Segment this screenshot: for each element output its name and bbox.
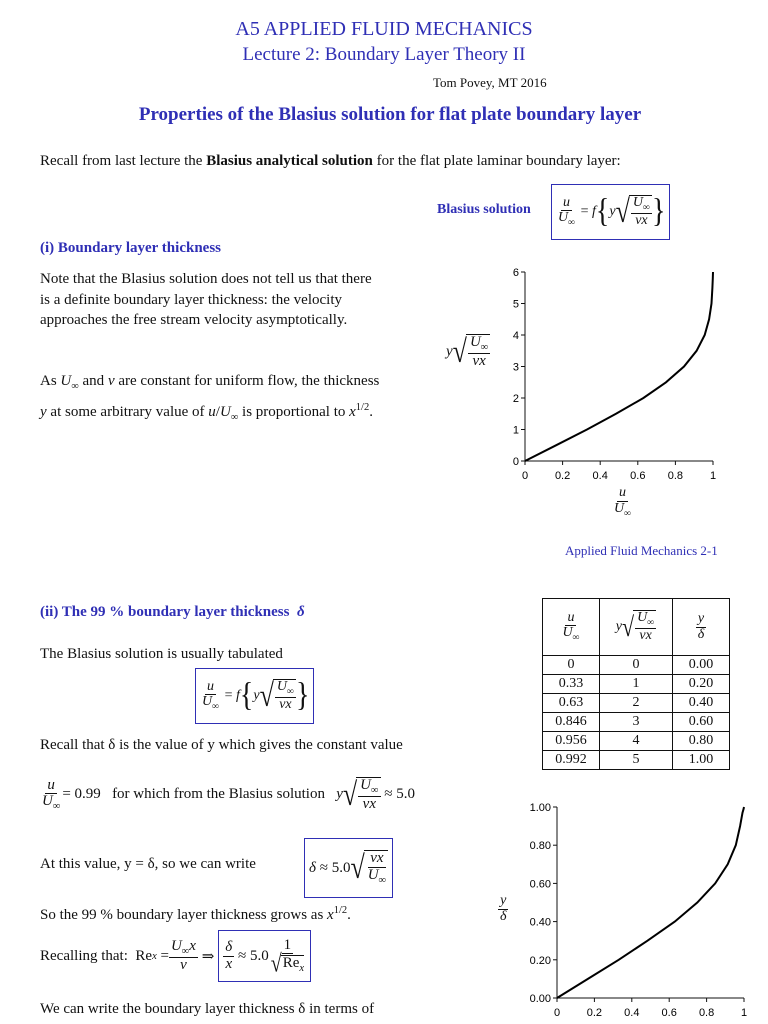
tabulated-equation: $\frac{u}{U_\infty}$ = f { y √ $\frac{U_\infty}{\nu x}$ } (195, 668, 314, 724)
y-tick-label: 5 (512, 298, 519, 311)
y-tick-label: 0.80 (529, 840, 551, 853)
table-row (543, 656, 730, 675)
slide1-footer: Applied Fluid Mechanics 2-1 (565, 543, 718, 558)
section-ii-heading: (ii) The 99 % boundary layer thickness δ (40, 604, 305, 620)
table-cell: 1.00 (673, 751, 730, 770)
para-1: Note that the Blasius solution does not tell us that there is a definite boundary layer thickness: the velocity approaches the free stream velocity asymptotically. (40, 271, 372, 328)
recall-delta: Recall that δ is the value of y which gives the constant value (40, 737, 403, 753)
y-tick-label: 0.20 (529, 954, 551, 967)
section-i-heading: (i) Boundary layer thickness (40, 240, 221, 256)
y-tick-label: 2 (512, 393, 519, 405)
table-cell: 0.33 (543, 675, 600, 694)
x-tick-label: 1 (709, 470, 717, 482)
x-tick-label: 0.2 (554, 470, 571, 482)
table-row (543, 713, 730, 732)
series-line (525, 272, 713, 461)
blasius-table: $\frac{u}{U_\infty}$ y √ $\frac{U_\infty}{\nu x}$ $\frac{y}{\delta}$ 0 0 0.00 0.33 1 0.20 0.63 2 0.40 0.846 3 0.60 0.956 4 0.80 0.992 5 1.00 (542, 598, 730, 770)
table-cell: 2 (600, 694, 673, 713)
y-tick-label: 1.00 (529, 802, 551, 814)
grows-text: So the 99 % boundary layer thickness grows as $x^{1/2}$. (40, 905, 351, 923)
table-cell: 0.846 (543, 713, 600, 732)
table-cell: 0.60 (673, 713, 730, 732)
table-row (543, 751, 730, 770)
chart1-ylabel: y √ $\frac{U_\infty}{\nu x}$ (446, 333, 489, 370)
table-cell: 0.992 (543, 751, 600, 770)
x-tick-label: 0.8 (667, 470, 684, 482)
course-title: A5 APPLIED FLUID MECHANICS (235, 18, 533, 40)
para-2: As $U_\infty$ and ν are constant for uniform flow, the thickness y at some arbitrary value of $u/U_\infty$ is proportional to $x^{1/2}$. (40, 373, 380, 423)
y-tick-label: 3 (512, 361, 519, 374)
intro-post: for the flat plate laminar boundary layer: (372, 153, 621, 169)
x-tick-label: 0.4 (592, 470, 608, 482)
at-value-text: At this value, y = δ, so we can write (40, 856, 256, 872)
author: Tom Povey, MT 2016 (433, 75, 547, 90)
table-cell: 0.40 (673, 694, 730, 713)
x-tick-label: 0.2 (586, 1007, 603, 1019)
y-tick-label: 1 (512, 424, 519, 437)
table-cell: 0.63 (543, 694, 600, 713)
table-cell: 0.00 (673, 656, 730, 675)
table-cell: 5 (600, 751, 673, 770)
normalised-profile-chart (515, 798, 765, 1024)
y-tick-label: 0.60 (529, 878, 551, 891)
blasius-equation: $\frac{u}{U_\infty}$ = f { y √ $\frac{U_\infty}{\nu x}$ } (551, 184, 670, 240)
table-cell: 4 (600, 732, 673, 751)
y-tick-label: 0 (512, 456, 519, 468)
x-tick-label: 0.6 (661, 1007, 677, 1019)
blasius-profile-chart (495, 262, 735, 492)
x-tick-label: 0 (521, 470, 529, 482)
delta-equation: δ ≈ 5.0 √ $\frac{\nu x}{U_\infty}$ (304, 838, 393, 898)
blasius-label: Blasius solution (437, 202, 531, 217)
lecture-title: Lecture 2: Boundary Layer Theory II (242, 44, 526, 65)
x-tick-label: 0.4 (624, 1007, 640, 1019)
table-cell: 0 (600, 656, 673, 675)
table-cell: 0 (543, 656, 600, 675)
last-line: We can write the boundary layer thickness δ in terms of (40, 1001, 375, 1017)
chart2-ylabel: $\frac{y}{\delta}$ (500, 893, 507, 924)
y-tick-label: 0.40 (529, 916, 551, 929)
tabulated-text: The Blasius solution is usually tabulated (40, 646, 283, 662)
table-cell: 0.956 (543, 732, 600, 751)
slide1-title: Properties of the Blasius solution for flat plate boundary layer (138, 104, 642, 125)
table-row (543, 675, 730, 694)
series-line (557, 807, 744, 998)
x-tick-label: 0 (553, 1007, 561, 1019)
x-tick-label: 0.6 (630, 470, 646, 482)
x-tick-label: 1 (740, 1007, 748, 1019)
table-cell: 1 (600, 675, 673, 694)
y-tick-label: 4 (512, 330, 519, 342)
table-cell: 3 (600, 713, 673, 732)
intro-line (40, 153, 621, 170)
y-tick-label: 6 (512, 267, 519, 279)
table-cell: 0.80 (673, 732, 730, 751)
eq-099-line: $\frac{u}{U_\infty}$ = 0.99 for which from the Blasius solution y √ $\frac{U_\infty}{\nu x}$ ≈ 5.0 (42, 776, 415, 813)
y-tick-label: 0.00 (529, 993, 551, 1005)
x-tick-label: 0.8 (698, 1007, 715, 1019)
intro-pre: Recall from last lecture the (40, 153, 207, 169)
chart1-xlabel: $\frac{u}{U_\infty}$ (614, 485, 632, 519)
table-row (543, 694, 730, 713)
recalling-line: Recalling that: Re x = $\frac{U_\infty x}{\nu}$ ⇒ $\frac{\delta}{x}$ ≈ 5.0 1 √ $Re_x$ (40, 930, 311, 982)
table-body (543, 656, 730, 770)
table-cell: 0.20 (673, 675, 730, 694)
table-row (543, 732, 730, 751)
intro-bold: Blasius analytical solution (206, 153, 373, 169)
